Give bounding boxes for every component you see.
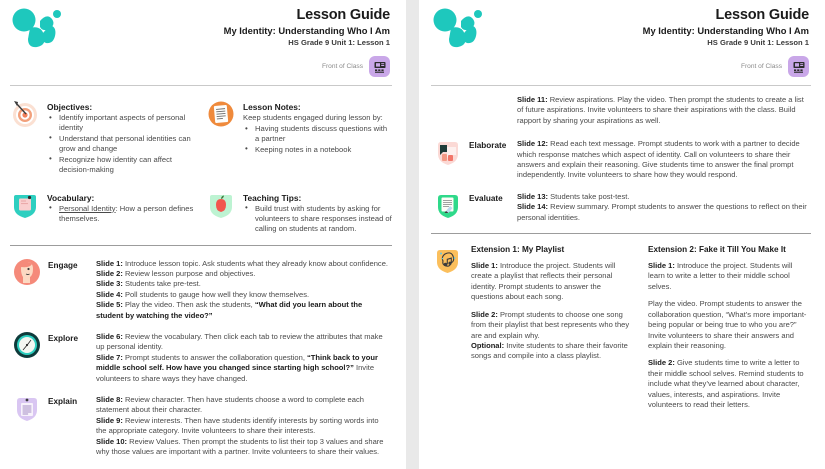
- phase-label-engage: Engage: [48, 260, 78, 270]
- phase-body-explain: [96, 394, 392, 457]
- lesson-subtitle: My Identity: Understanding Who I Am: [223, 25, 390, 36]
- slide-line: Slide 14: Review summary. Prompt students to answer the questions to reflect on their personal identities.: [517, 202, 807, 222]
- phase-body-elaborate: [517, 138, 811, 181]
- vocabulary-body: [47, 190, 196, 225]
- teaching-tips-block: [206, 190, 392, 235]
- header-divider-left: [10, 85, 392, 86]
- checklist-shield-icon: [431, 191, 465, 219]
- phase-label-explore: Explore: [48, 333, 79, 343]
- lesson-notes-heading: Lesson Notes:: [243, 102, 301, 112]
- teaching-tips-heading: Teaching Tips:: [243, 192, 302, 203]
- front-of-class-group: [224, 56, 390, 77]
- phase-body-evaluate: [517, 191, 811, 223]
- section-divider-left: [10, 245, 392, 246]
- unit-line: HS Grade 9 Unit 1: Lesson 1: [288, 38, 390, 47]
- phase-label-evaluate: Evaluate: [469, 193, 503, 203]
- lesson-notes-block: [206, 99, 392, 176]
- extension-paragraph: Slide 1: Introduce the project. Students will create a playlist that reflects their personal identity. Prompt students to answer the questions about each song.: [471, 261, 616, 302]
- teaching-tips-body: [243, 190, 392, 235]
- extension-columns: [465, 245, 811, 410]
- slide-line: Slide 5: Play the video. Then ask the students, “What did you learn about the student by watching the video?”: [96, 300, 363, 320]
- phase-body-explore: [96, 331, 392, 384]
- extension-paragraph: Slide 2: Prompt students to choose one song from their playlist that best represents who they are and explain why. Optional: Invite students to share their favorite songs and compile into a class playlist.: [471, 309, 630, 361]
- front-of-class-label: Front of Class: [321, 63, 363, 70]
- phase-explore: [10, 331, 392, 384]
- slide-line: Slide 2: Review lesson purpose and objectives.: [96, 268, 256, 278]
- page-header-right: [431, 7, 811, 81]
- objectives-list: [47, 113, 196, 175]
- page-title: Lesson Guide: [296, 7, 390, 23]
- page-right: [419, 0, 825, 469]
- slide-line: Slide 3: Students take pre-test.: [96, 279, 201, 289]
- list-item: [47, 204, 196, 224]
- extension-paragraph: Slide 1: Introduce the project. Students will learn to write a letter to their middle school selves.: [648, 261, 793, 291]
- slide-line: Slide 9: Review interests. Then have students identify interests by sorting words into the appropriate category. Invite volunteers to share their interests.: [96, 415, 379, 436]
- lesson-notes-intro: Keep students engaged during lesson by:: [243, 113, 383, 122]
- header-text-right: [643, 7, 811, 77]
- page-title: Lesson Guide: [715, 7, 809, 23]
- list-item: • Build trust with students by asking for volunteers to share responses instead of calling on students at random.: [243, 204, 392, 235]
- extension-paragraph: Slide 2: Give students time to write a letter to their middle school selves. Remind students to include what they’ve learned about character, values, interests, and aspirations. Invite volunteers to read their letters.: [648, 358, 804, 409]
- list-item: • Understand that personal identities can grow and change: [47, 134, 196, 154]
- lesson-notes-list: [243, 124, 392, 155]
- phase-elaborate: [431, 138, 811, 181]
- lesson-info-grid: [10, 99, 392, 235]
- lesson-subtitle: My Identity: Understanding Who I Am: [642, 25, 809, 36]
- header-text-left: [224, 7, 392, 77]
- slide-line: Slide 10: Review Values. Then prompt the students to list their top 3 values and share why those values are important with a partner. Invite volunteers to share their values.: [96, 436, 384, 457]
- slide-line: Slide 7: Prompt students to answer the collaboration question, “Think back to your middle school self. How have you changed since starting high school?” Invite volunteers to share ways they have changed.: [96, 352, 378, 383]
- document-shield-icon: [10, 394, 44, 422]
- music-brain-shield-icon: [431, 245, 465, 410]
- apple-shield-icon: [206, 190, 236, 225]
- slide-line: Slide 11: Review aspirations. Play the video. Then prompt the students to create a list of future aspirations. Invite volunteers to share their aspirations with the class. Build rapport by sharing your aspirations as well.: [517, 95, 804, 125]
- vocabulary-heading: Vocabulary:: [47, 192, 95, 203]
- list-item: • Identify important aspects of personal identity: [47, 113, 196, 133]
- target-icon: [10, 99, 40, 134]
- unit-line: HS Grade 9 Unit 1: Lesson 1: [707, 38, 809, 47]
- phase-explain: [10, 394, 392, 457]
- phase-engage: [10, 258, 392, 321]
- extension-2-heading: Extension 2: Fake it Till You Make It: [648, 245, 786, 255]
- list-item: • Recognize how identity can affect decision-making: [47, 155, 196, 175]
- header-divider-right: [431, 85, 811, 86]
- head-profile-icon: [10, 258, 44, 286]
- book-shield-icon: [10, 190, 40, 225]
- objectives-heading: Objectives:: [47, 102, 93, 112]
- extension-1: [471, 245, 634, 410]
- vocabulary-definition: : How a person defines themselves.: [59, 203, 194, 223]
- phase-label-explain: Explain: [48, 397, 78, 407]
- phases-right: [431, 138, 811, 223]
- front-of-class-group: [643, 56, 809, 77]
- vocabulary-block: [10, 190, 196, 235]
- list-item: • Keeping notes in a notebook: [243, 145, 392, 155]
- slide-line: Slide 4: Poll students to gauge how well they know themselves.: [96, 289, 310, 299]
- slide-line: Slide 1: Introduce lesson topic. Ask students what they already know about confidence.: [96, 258, 388, 268]
- objectives-body: [47, 99, 196, 176]
- slide-11-lead: [431, 95, 811, 126]
- vocabulary-term: Personal Identity: [59, 203, 116, 213]
- extension-paragraph: Play the video. Prompt students to answer the collaboration question, “What’s more important- being popular or being true to who you are?” Invite volunteers to share their answers and explain their reasoning.: [648, 299, 807, 350]
- speech-bubbles-shield-icon: [431, 138, 465, 166]
- page-left: [0, 0, 406, 469]
- objectives-block: [10, 99, 196, 176]
- slide-line: Slide 13: Students take post-test.: [517, 191, 630, 201]
- notes-icon: [206, 99, 236, 134]
- page-header-left: [10, 7, 392, 81]
- presentation-board-icon: [788, 56, 809, 77]
- lesson-notes-body: [243, 99, 392, 156]
- vocabulary-list: [47, 204, 196, 224]
- teaching-tips-list: [243, 204, 392, 235]
- extension-1-heading: Extension 1: My Playlist: [471, 245, 565, 255]
- compass-icon: [10, 331, 44, 359]
- phase-evaluate: [431, 191, 811, 223]
- extension-2: [648, 245, 811, 410]
- pri-logo: [10, 8, 66, 50]
- section-divider-right: [431, 233, 811, 234]
- pri-logo: [431, 8, 487, 50]
- phase-body-engage: [96, 258, 392, 321]
- front-of-class-label: Front of Class: [740, 63, 782, 70]
- slide-line: Slide 8: Review character. Then have students choose a word to complete each statement about their character.: [96, 395, 364, 415]
- phases-left: [10, 258, 392, 458]
- page-gutter: [406, 0, 419, 469]
- slide-line: Slide 6: Review the vocabulary. Then click each tab to review the attributes that make up personal identity.: [96, 331, 383, 352]
- slide-line: Slide 12: Read each text message. Prompt students to work with a partner to decide which response matches which aspect of identity. Call on volunteers to share their answers and explain their reasoning. Give students time to answer the final prompt independently. Invite volunteers to share how they would respond.: [517, 139, 800, 180]
- list-item: • Having students discuss questions with a partner: [243, 124, 392, 144]
- phase-label-elaborate: Elaborate: [469, 141, 507, 151]
- presentation-board-icon: [369, 56, 390, 77]
- extensions-section: [431, 245, 811, 410]
